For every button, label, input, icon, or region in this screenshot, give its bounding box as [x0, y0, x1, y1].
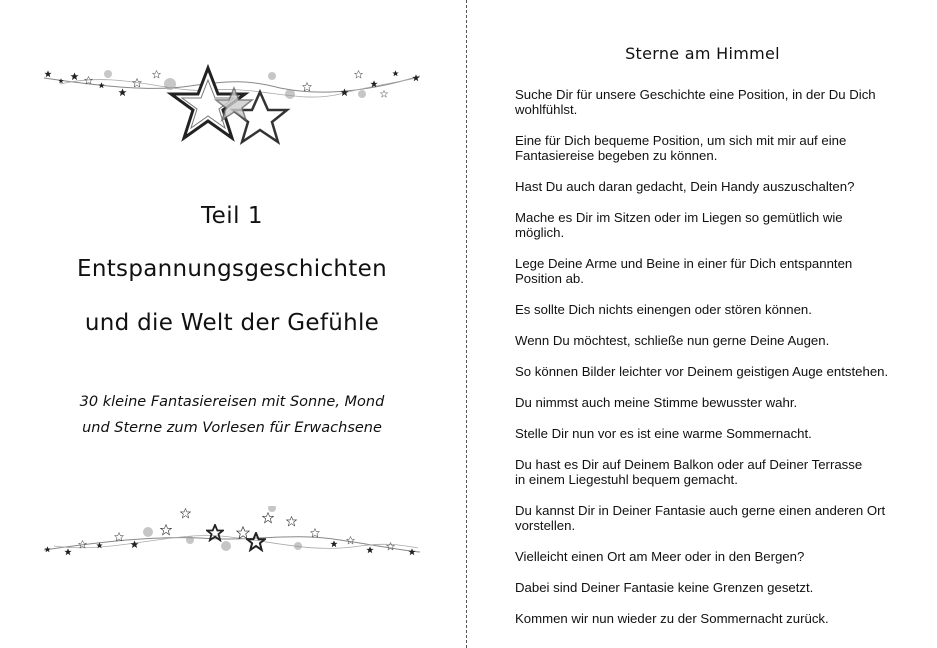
star-garland-ornament-top [40, 64, 424, 168]
story-title: Sterne am Himmel [625, 44, 780, 63]
paragraph: Suche Dir für unsere Geschichte eine Position, in der Du Dich wohlfühlst. [515, 87, 876, 117]
paragraph: Eine für Dich bequeme Position, um sich mit mir auf eine Fantasiereise begeben zu können. [515, 133, 847, 163]
paragraph: Es sollte Dich nichts einengen oder stören können. [515, 302, 812, 317]
page-divider [466, 0, 467, 648]
paragraph: Wenn Du möchtest, schließe nun gerne Deine Augen. [515, 333, 830, 348]
paragraph: Mache es Dir im Sitzen oder im Liegen so gemütlich wie möglich. [515, 210, 843, 240]
story-text [515, 87, 915, 642]
paragraph: Du kannst Dir in Deiner Fantasie auch gerne einen anderen Ort vorstellen. [515, 503, 886, 533]
paragraph: Vielleicht einen Ort am Meer oder in den Bergen? [515, 549, 805, 564]
book-title-line-2: und die Welt der Gefühle [84, 310, 380, 336]
right-page [468, 0, 937, 648]
subtitle-line-1: 30 kleine Fantasiereisen mit Sonne, Mond [79, 394, 385, 410]
paragraph: Dabei sind Deiner Fantasie keine Grenzen gesetzt. [515, 580, 814, 595]
paragraph: So können Bilder leichter vor Deinem geistigen Auge entstehen. [515, 364, 889, 379]
left-page [0, 0, 464, 648]
paragraph: Lege Deine Arme und Beine in einer für Dich entspannten Position ab. [515, 256, 853, 286]
star-garland-ornament-bottom [40, 506, 424, 566]
book-title-line-1: Entspannungsgeschichten [77, 256, 387, 282]
paragraph: Du hast es Dir auf Deinem Balkon oder auf Deiner Terrasse in einem Liegestuhl bequem gemacht. [515, 457, 863, 487]
paragraph: Stelle Dir nun vor es ist eine warme Sommernacht. [515, 426, 812, 441]
part-label: Teil 1 [200, 203, 264, 229]
paragraph: Du nimmst auch meine Stimme bewusster wahr. [515, 395, 798, 410]
paragraph: Hast Du auch daran gedacht, Dein Handy auszuschalten? [515, 179, 855, 194]
subtitle-line-2: und Sterne zum Vorlesen für Erwachsene [82, 420, 382, 436]
paragraph: Kommen wir nun wieder zu der Sommernacht zurück. [515, 611, 829, 626]
